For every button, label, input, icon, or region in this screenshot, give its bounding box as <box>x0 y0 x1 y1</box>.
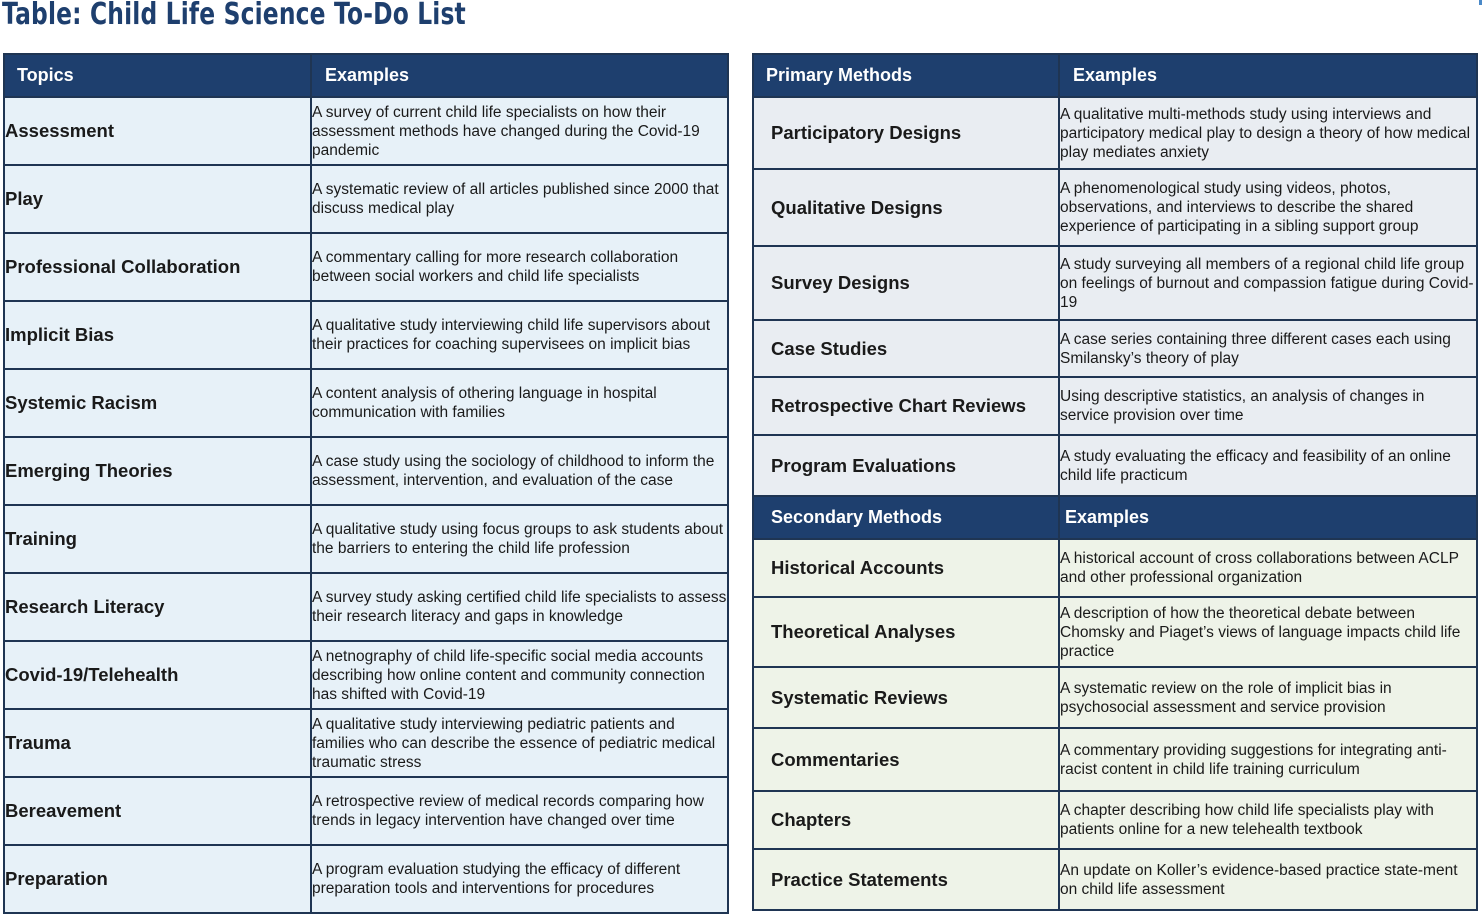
method-cell: Theoretical Analyses <box>753 597 1059 667</box>
example-cell: A qualitative multi-methods study using interviews and participatory medical play to design a theory of how medical play mediates anxiety <box>1059 97 1477 169</box>
method-cell: Practice Statements <box>753 849 1059 910</box>
topic-row <box>4 641 728 709</box>
topic-cell: Professional Collaboration <box>4 233 311 301</box>
method-cell: Retrospective Chart Reviews <box>753 377 1059 435</box>
method-cell: Historical Accounts <box>753 539 1059 597</box>
example-cell: A phenomenological study using videos, photos, observations, and interviews to describe the shared experience of participating in a sibling support group <box>1059 169 1477 246</box>
examples-header: Examples <box>311 54 728 97</box>
topic-row <box>4 301 728 369</box>
topic-row <box>4 505 728 573</box>
secondary-method-row <box>753 597 1477 667</box>
secondary-method-row <box>753 728 1477 791</box>
topic-row <box>4 845 728 913</box>
example-cell: A description of how the theoretical debate between Chomsky and Piaget’s views of language impacts child life practice <box>1059 597 1477 667</box>
topic-row <box>4 777 728 845</box>
example-cell: A qualitative study interviewing pediatric patients and families who can describe the essence of pediatric medical traumatic stress <box>311 709 728 777</box>
example-cell: A survey study asking certified child life specialists to assess their research literacy and gaps in knowledge <box>311 573 728 641</box>
primary-method-row <box>753 377 1477 435</box>
example-cell: A commentary providing suggestions for integrating anti-racist content in child life training curriculum <box>1059 728 1477 791</box>
example-cell: A case series containing three different cases each using Smilansky’s theory of play <box>1059 320 1477 377</box>
primary-methods-header-row <box>753 54 1477 97</box>
topic-row <box>4 97 728 165</box>
topic-row <box>4 165 728 233</box>
topic-cell: Assessment <box>4 97 311 165</box>
topic-cell: Research Literacy <box>4 573 311 641</box>
secondary-method-row <box>753 667 1477 728</box>
example-cell: A commentary calling for more research collaboration between social workers and child life specialists <box>311 233 728 301</box>
method-cell: Chapters <box>753 791 1059 849</box>
secondary-method-row <box>753 791 1477 849</box>
example-cell: A qualitative study using focus groups to ask students about the barriers to entering the child life profession <box>311 505 728 573</box>
example-cell: Using descriptive statistics, an analysis of changes in service provision over time <box>1059 377 1477 435</box>
primary-examples-header: Examples <box>1059 54 1477 97</box>
topics-header: Topics <box>4 54 311 97</box>
example-cell: An update on Koller’s evidence-based practice state-ment on child life assessment <box>1059 849 1477 910</box>
topic-row <box>4 437 728 505</box>
example-cell: A historical account of cross collaborations between ACLP and other professional organization <box>1059 539 1477 597</box>
example-cell: A chapter describing how child life specialists play with patients online for a new telehealth textbook <box>1059 791 1477 849</box>
example-cell: A retrospective review of medical records comparing how trends in legacy intervention have changed over time <box>311 777 728 845</box>
example-cell: A systematic review of all articles published since 2000 that discuss medical play <box>311 165 728 233</box>
example-cell: A content analysis of othering language in hospital communication with families <box>311 369 728 437</box>
example-cell: A netnography of child life-specific social media accounts describing how online content and community connection has shifted with Covid-19 <box>311 641 728 709</box>
topic-cell: Systemic Racism <box>4 369 311 437</box>
topic-cell: Play <box>4 165 311 233</box>
method-cell: Systematic Reviews <box>753 667 1059 728</box>
example-cell: A qualitative study interviewing child life supervisors about their practices for coaching supervisees on implicit bias <box>311 301 728 369</box>
primary-method-row <box>753 320 1477 377</box>
primary-method-row <box>753 246 1477 320</box>
method-cell: Case Studies <box>753 320 1059 377</box>
example-cell: A survey of current child life specialists on how their assessment methods have changed during the Covid-19 pandemic <box>311 97 728 165</box>
secondary-method-row <box>753 539 1477 597</box>
topic-cell: Implicit Bias <box>4 301 311 369</box>
primary-method-row <box>753 435 1477 496</box>
primary-method-row <box>753 169 1477 246</box>
topic-cell: Bereavement <box>4 777 311 845</box>
topic-row <box>4 709 728 777</box>
topic-cell: Covid-19/Telehealth <box>4 641 311 709</box>
method-cell: Survey Designs <box>753 246 1059 320</box>
secondary-methods-header-row <box>753 496 1477 539</box>
secondary-methods-header: Secondary Methods <box>753 496 1059 539</box>
topic-cell: Emerging Theories <box>4 437 311 505</box>
primary-method-row <box>753 97 1477 169</box>
topic-row <box>4 573 728 641</box>
secondary-method-row <box>753 849 1477 910</box>
topic-cell: Trauma <box>4 709 311 777</box>
methods-table <box>752 53 1478 911</box>
topics-header-row <box>4 54 728 97</box>
method-cell: Participatory Designs <box>753 97 1059 169</box>
topic-row <box>4 369 728 437</box>
method-cell: Qualitative Designs <box>753 169 1059 246</box>
example-cell: A program evaluation studying the efficacy of different preparation tools and interventions for procedures <box>311 845 728 913</box>
example-cell: A study evaluating the efficacy and feasibility of an online child life practicum <box>1059 435 1477 496</box>
example-cell: A case study using the sociology of childhood to inform the assessment, intervention, and evaluation of the case <box>311 437 728 505</box>
example-cell: A study surveying all members of a regional child life group on feelings of burnout and compassion fatigue during Covid-19 <box>1059 246 1477 320</box>
topic-cell: Preparation <box>4 845 311 913</box>
page-title: Table: Child Life Science To-Do List <box>2 0 466 32</box>
method-cell: Commentaries <box>753 728 1059 791</box>
topic-row <box>4 233 728 301</box>
example-cell: A systematic review on the role of implicit bias in psychosocial assessment and service provision <box>1059 667 1477 728</box>
topics-table <box>3 53 729 914</box>
secondary-examples-header: Examples <box>1059 496 1477 539</box>
primary-methods-header: Primary Methods <box>753 54 1059 97</box>
method-cell: Program Evaluations <box>753 435 1059 496</box>
topic-cell: Training <box>4 505 311 573</box>
